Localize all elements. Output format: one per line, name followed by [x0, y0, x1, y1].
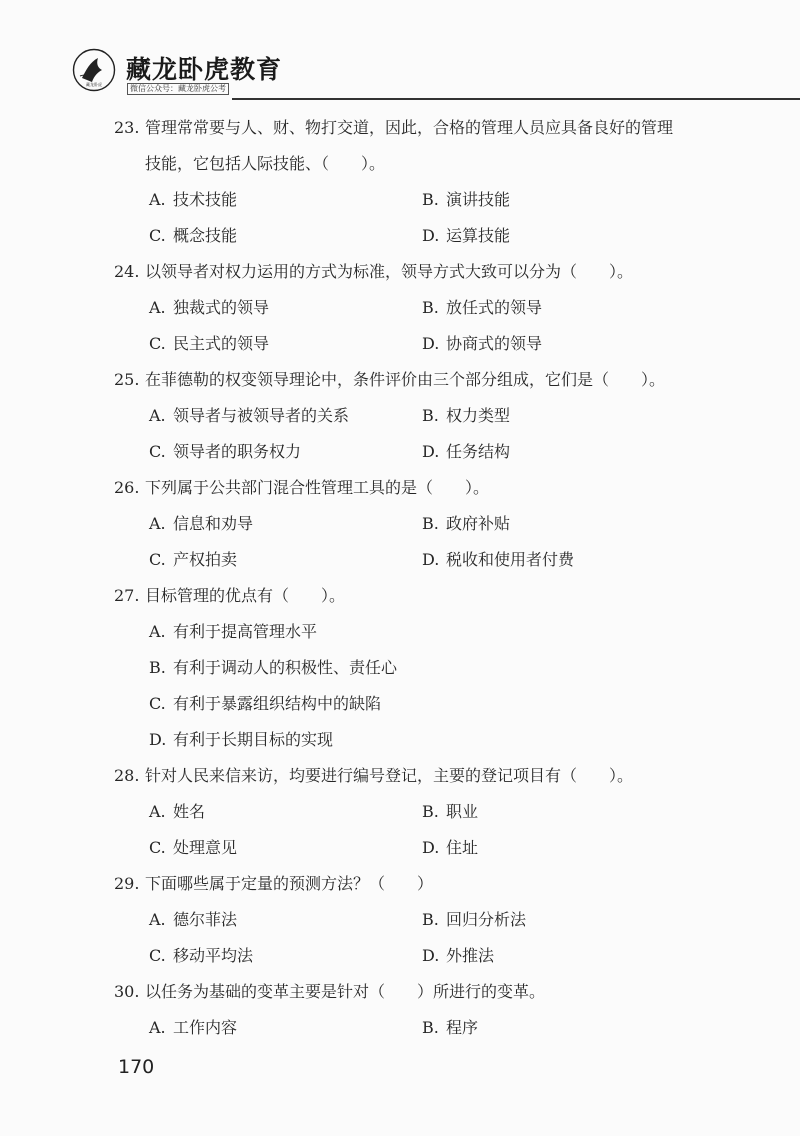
option-key: D.: [422, 334, 440, 353]
option-key: A.: [149, 298, 166, 317]
option-text: 信息和劝导: [173, 514, 254, 533]
option-key: D.: [422, 838, 440, 857]
question-text: 管理常常要与人、财、物打交道，因此，合格的管理人员应具备良好的管理: [145, 118, 674, 137]
option-key: C.: [149, 226, 166, 245]
question-text: 下面哪些属于定量的预测方法？（ ）: [145, 874, 434, 893]
question-number: 26.: [114, 478, 140, 497]
option-key: C.: [149, 442, 166, 461]
brand-subtitle: 微信公众号：藏龙卧虎公考: [127, 83, 229, 95]
question-text: 目标管理的优点有（ ）。: [145, 586, 346, 605]
brand-logo-icon: [72, 48, 116, 92]
option-key: D.: [422, 550, 440, 569]
question-number: 24.: [114, 262, 140, 281]
option-text: 领导者与被领导者的关系: [173, 406, 350, 425]
option-key: B.: [422, 406, 439, 425]
header-divider: [232, 98, 800, 100]
option-key: C.: [149, 946, 166, 965]
question-text: 下列属于公共部门混合性管理工具的是（ ）。: [145, 478, 490, 497]
question-text: 以任务为基础的变革主要是针对（ ）所进行的变革。: [145, 982, 546, 1001]
option-key: C.: [149, 838, 166, 857]
question-text: 在菲德勒的权变领导理论中，条件评价由三个部分组成，它们是（ ）。: [145, 370, 666, 389]
option-text: 税收和使用者付费: [446, 550, 575, 569]
option-key: A.: [149, 406, 166, 425]
question-number: 27.: [114, 586, 140, 605]
option-text: 概念技能: [173, 226, 238, 245]
logo-text: 藏龙卧虎: [86, 82, 102, 87]
option-text: 有利于暴露组织结构中的缺陷: [173, 694, 382, 713]
option-key: B.: [422, 190, 439, 209]
option-text: 处理意见: [173, 838, 238, 857]
question-text: 技能，它包括人际技能、（ ）。: [145, 154, 386, 173]
option-key: C.: [149, 694, 166, 713]
option-key: B.: [149, 658, 166, 677]
option-text: 住址: [446, 838, 479, 857]
option-text: 技术技能: [173, 190, 238, 209]
question-number: 25.: [114, 370, 140, 389]
option-text: 姓名: [173, 802, 206, 821]
option-text: 放任式的领导: [446, 298, 543, 317]
option-key: B.: [422, 910, 439, 929]
option-key: A.: [149, 802, 166, 821]
option-text: 回归分析法: [446, 910, 527, 929]
option-text: 民主式的领导: [173, 334, 270, 353]
option-key: C.: [149, 550, 166, 569]
question-number: 29.: [114, 874, 140, 893]
option-text: 移动平均法: [173, 946, 254, 965]
option-text: 独裁式的领导: [173, 298, 270, 317]
question-number: 28.: [114, 766, 140, 785]
option-key: A.: [149, 622, 166, 641]
option-key: B.: [422, 514, 439, 533]
option-key: C.: [149, 334, 166, 353]
page-number: 170: [118, 1056, 155, 1078]
option-text: 领导者的职务权力: [173, 442, 302, 461]
option-key: B.: [422, 298, 439, 317]
question-text: 以领导者对权力运用的方式为标准，领导方式大致可以分为（ ）。: [145, 262, 634, 281]
option-text: 权力类型: [446, 406, 511, 425]
option-text: 有利于调动人的积极性、责任心: [173, 658, 398, 677]
question-number: 23.: [114, 118, 140, 137]
option-text: 演讲技能: [446, 190, 511, 209]
option-text: 程序: [446, 1018, 479, 1037]
option-text: 有利于提高管理水平: [173, 622, 318, 641]
option-key: D.: [422, 226, 440, 245]
option-text: 产权拍卖: [173, 550, 238, 569]
option-key: A.: [149, 514, 166, 533]
option-text: 运算技能: [446, 226, 511, 245]
option-key: A.: [149, 1018, 166, 1037]
option-text: 德尔菲法: [173, 910, 238, 929]
brand-title: 藏龙卧虎教育: [126, 55, 283, 84]
question-number: 30.: [114, 982, 140, 1001]
option-text: 协商式的领导: [446, 334, 543, 353]
option-key: D.: [422, 442, 440, 461]
option-key: B.: [422, 1018, 439, 1037]
option-text: 任务结构: [446, 442, 511, 461]
option-key: D.: [422, 946, 440, 965]
page-header: [0, 0, 800, 100]
option-text: 工作内容: [173, 1018, 238, 1037]
option-key: A.: [149, 190, 166, 209]
option-key: A.: [149, 910, 166, 929]
option-text: 职业: [446, 802, 479, 821]
question-text: 针对人民来信来访，均要进行编号登记，主要的登记项目有（ ）。: [145, 766, 634, 785]
option-text: 有利于长期目标的实现: [173, 730, 334, 749]
option-key: D.: [149, 730, 167, 749]
option-text: 政府补贴: [446, 514, 511, 533]
option-text: 外推法: [446, 946, 495, 965]
option-key: B.: [422, 802, 439, 821]
